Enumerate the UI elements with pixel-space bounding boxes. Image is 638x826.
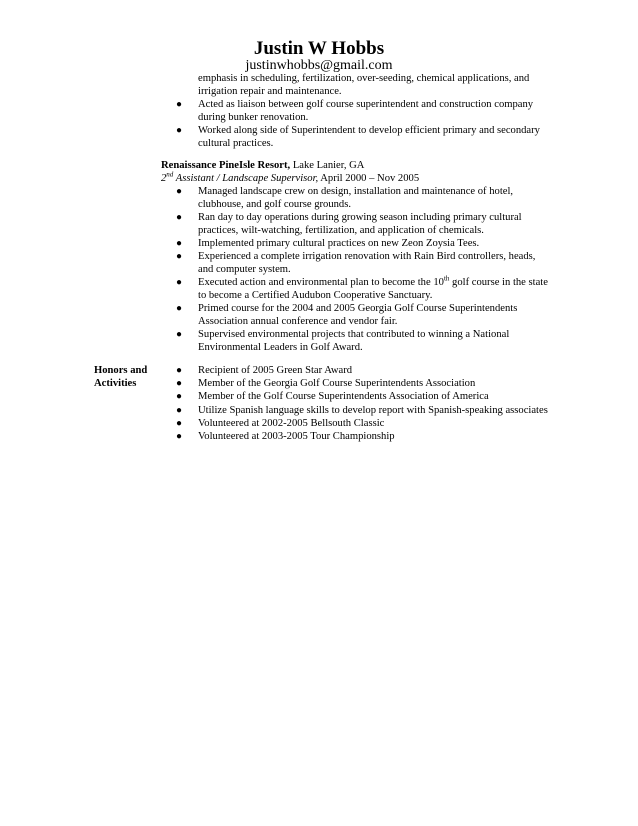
bullet-text-continuation: practices, wilt-watching, fertilization, and application of chemicals.	[198, 225, 484, 236]
job-dates: April 2000 – Nov 2005	[318, 173, 420, 184]
job-title: Assistant / Landscape Supervisor,	[173, 173, 319, 184]
bullet-text: Acted as liaison between golf course superintendent and construction company	[198, 99, 534, 110]
bullet-text-continuation: and computer system.	[198, 264, 291, 275]
job-heading	[161, 159, 364, 172]
section-label-honors: Honors and	[94, 365, 148, 376]
list-item	[176, 211, 558, 224]
list-item	[176, 328, 558, 341]
list-item	[176, 390, 558, 403]
list-item	[176, 185, 558, 198]
honor-item: Member of the Golf Course Superintendents Association of America	[198, 391, 489, 402]
list-item	[176, 237, 558, 250]
bullet-text-continuation: Association annual conference and vendor fair.	[198, 316, 398, 327]
bullet-text-continuation: during bunker renovation.	[198, 112, 309, 123]
honor-item: Recipient of 2005 Green Star Award	[198, 365, 353, 376]
bullet-text: Experienced a complete irrigation renovation with Rain Bird controllers, heads,	[198, 251, 536, 262]
bullet-text: Managed landscape crew on design, installation and maintenance of hotel,	[198, 186, 514, 197]
list-item	[176, 377, 558, 390]
bullet-icon: ●	[176, 277, 183, 288]
job-subheading	[161, 172, 419, 185]
honor-item: Volunteered at 2003-2005 Tour Championship	[198, 431, 395, 442]
job-location: Lake Lanier, GA	[290, 160, 365, 171]
list-item	[176, 250, 558, 263]
list-item	[176, 430, 558, 443]
bullet-icon: ●	[176, 418, 183, 429]
bullet-text: Ran day to day operations during growing season including primary cultural	[198, 212, 522, 223]
candidate-name: Justin W Hobbs	[253, 38, 385, 59]
bullet-text-continuation: to become a Certified Audubon Cooperative Sanctuary.	[198, 290, 433, 301]
bullet-icon: ●	[176, 251, 183, 262]
bullet-icon: ●	[176, 378, 183, 389]
honor-item: Member of the Georgia Golf Course Superintendents Association	[198, 378, 476, 389]
job-title-number: 2	[161, 173, 167, 184]
honor-item: Volunteered at 2002-2005 Bellsouth Classic	[198, 418, 385, 429]
bullet-text-continuation: cultural practices.	[198, 138, 274, 149]
bullet-text: Supervised environmental projects that contributed to winning a National	[198, 329, 510, 340]
bullet-text-tail: golf course in the state	[449, 277, 548, 288]
list-item	[176, 98, 558, 111]
bullet-icon: ●	[176, 99, 183, 110]
bullet-icon: ●	[176, 391, 183, 402]
bullet-icon: ●	[176, 238, 183, 249]
bullet-icon: ●	[176, 303, 183, 314]
list-item	[176, 417, 558, 430]
bullet-icon: ●	[176, 186, 183, 197]
list-item	[176, 364, 558, 377]
bullet-icon: ●	[176, 365, 183, 376]
bullet-text-continuation: clubhouse, and golf course grounds.	[198, 199, 351, 210]
honor-item: Utilize Spanish language skills to develop report with Spanish-speaking associates	[198, 405, 548, 416]
employer-name: Renaissance PineIsle Resort,	[161, 160, 291, 171]
bullet-icon: ●	[176, 212, 183, 223]
bullet-text: Implemented primary cultural practices on new Zeon Zoysia Tees.	[198, 238, 480, 249]
prev-job-continuation-line: irrigation repair and maintenance.	[198, 86, 342, 97]
ordinal-suffix: th	[443, 274, 450, 283]
bullet-text-continuation: Environmental Leaders in Golf Award.	[198, 342, 363, 353]
list-item	[176, 404, 578, 417]
bullet-icon: ●	[176, 431, 183, 442]
bullet-text: Primed course for the 2004 and 2005 Georgia Golf Course Superintendents	[198, 303, 518, 314]
job-title-ordinal: nd	[166, 170, 174, 179]
bullet-icon: ●	[176, 329, 183, 340]
list-item	[176, 124, 558, 137]
bullet-icon: ●	[176, 125, 183, 136]
prev-job-continuation-line: emphasis in scheduling, fertilization, over-seeding, chemical applications, and	[198, 73, 530, 84]
bullet-text: Executed action and environmental plan to become the 10	[198, 277, 444, 288]
bullet-icon: ●	[176, 405, 183, 416]
bullet-text: Worked along side of Superintendent to develop efficient primary and secondary	[198, 125, 540, 136]
section-label-activities: Activities	[94, 378, 137, 389]
list-item	[176, 274, 558, 289]
candidate-email: justinwhobbs@gmail.com	[245, 58, 393, 73]
list-item	[176, 302, 558, 315]
